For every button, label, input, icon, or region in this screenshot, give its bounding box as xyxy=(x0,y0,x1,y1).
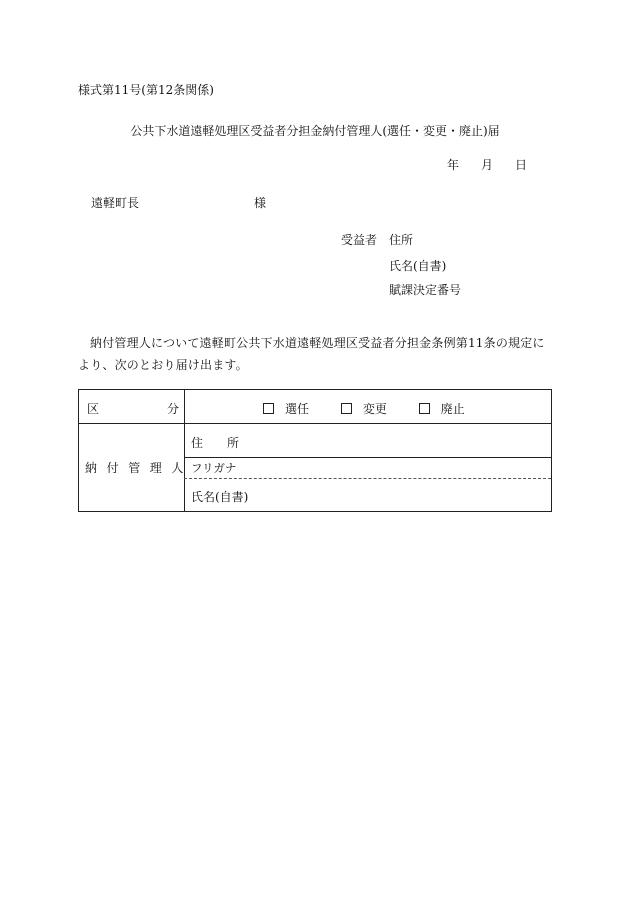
applicant-name-label: 氏名(自書) xyxy=(389,259,447,273)
table-divider xyxy=(184,457,551,458)
address-char: 所 xyxy=(227,436,240,450)
option-appoint-label: 選任 xyxy=(285,402,310,416)
checkbox-icon[interactable] xyxy=(419,403,430,414)
applicant-label: 受益者 xyxy=(341,233,378,247)
option-appoint[interactable] xyxy=(263,400,309,417)
manager-address-label xyxy=(191,434,239,451)
category-label xyxy=(87,400,179,417)
table-divider xyxy=(184,390,185,511)
addressee-suffix: 様 xyxy=(254,196,267,210)
date-month-label: 月 xyxy=(481,158,494,172)
checkbox-icon[interactable] xyxy=(263,403,274,414)
category-label-char: 分 xyxy=(166,402,179,416)
manager-furigana-label: フリガナ xyxy=(191,461,237,475)
manager-label: 納付管理人 xyxy=(85,461,194,475)
category-options xyxy=(263,400,493,417)
date-year-label: 年 xyxy=(447,158,460,172)
applicant-address-label: 住所 xyxy=(389,233,414,247)
option-change-label: 変更 xyxy=(362,402,387,416)
category-label-char: 区 xyxy=(87,402,100,416)
checkbox-icon[interactable] xyxy=(341,403,352,414)
form-number: 様式第11号(第12条関係) xyxy=(78,83,214,97)
date-line xyxy=(447,156,527,173)
assessment-number-label: 賦課決定番号 xyxy=(389,283,462,297)
option-abolish-label: 廃止 xyxy=(440,402,465,416)
date-day-label: 日 xyxy=(515,158,528,172)
address-char: 住 xyxy=(191,436,204,450)
form-table xyxy=(78,389,552,512)
option-change[interactable] xyxy=(341,400,387,417)
table-divider xyxy=(79,423,551,424)
table-divider-dashed xyxy=(184,478,551,479)
addressee-name: 遠軽町長 xyxy=(91,196,140,210)
manager-name-label: 氏名(自書) xyxy=(191,490,249,504)
option-abolish[interactable] xyxy=(419,400,465,417)
document-title: 公共下水道遠軽処理区受益者分担金納付管理人(選任・変更・廃止)届 xyxy=(130,124,500,138)
body-text: 納付管理人について遠軽町公共下水道遠軽処理区受益者分担金条例第11条の規定により、次のとおり届け出ます。 xyxy=(78,336,545,372)
